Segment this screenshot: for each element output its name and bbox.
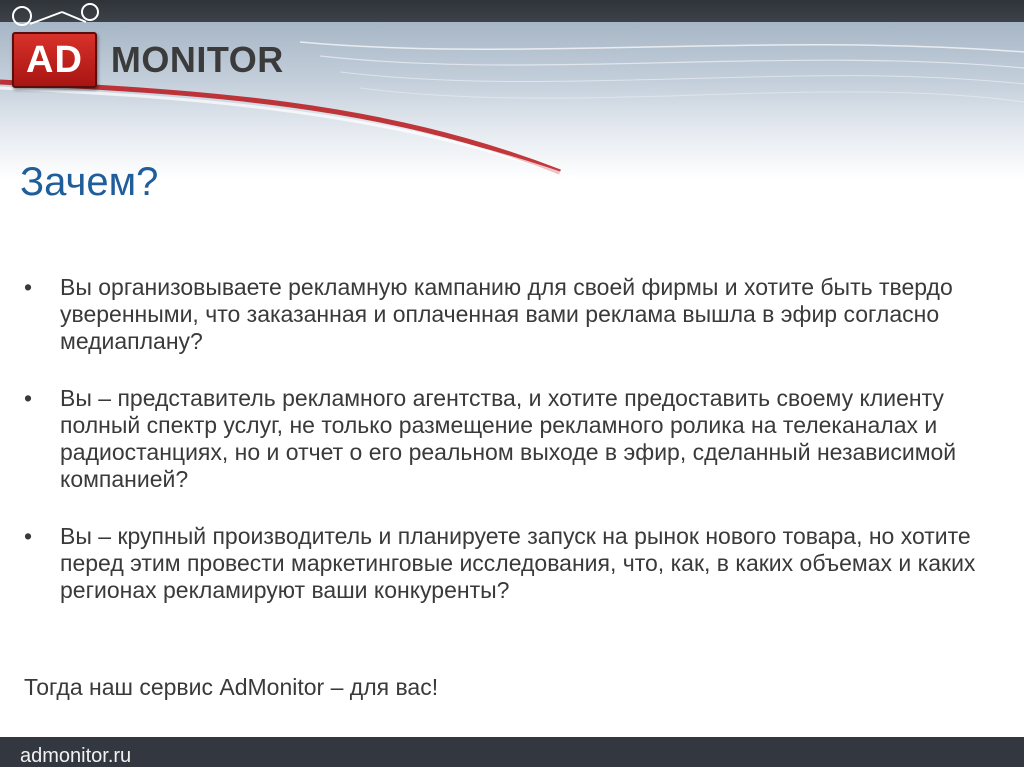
footer-site-link[interactable]: admonitor.ru [20,745,132,767]
bullet-text: Вы организовываете рекламную кампанию для своей фирмы и хотите быть твердо уверенными, что заказанная и оплаченная вами реклама вышла в эфир согласно медиаплану? [60,274,953,354]
closing-statement: Тогда наш сервис AdMonitor – для вас! [24,674,439,700]
bullet-item [24,523,984,604]
logo-monitor-text: MONITOR [110,39,284,80]
bullet-item [24,274,984,355]
bullet-marker: • [24,274,33,300]
bullet-text: Вы – крупный производитель и планируете запуск на рынок нового товара, но хотите перед этим провести маркетинговые исследования, что, как, в каких объемах и каких регионах рекламируют ваши конкуренты? [60,523,976,603]
bullet-marker: • [24,385,33,411]
bullet-list [24,274,984,634]
admonitor-logo[interactable] [12,34,284,86]
bullet-text: Вы – представитель рекламного агентства, и хотите предоставить своему клиенту полный спектр услуг, не только размещение рекламного ролика на телеканалах и радиостанциях, но и отчет о его реальном выходе в эфир, сделанный независимой компанией? [60,385,957,492]
top-bar [0,0,1024,22]
logo-ad-badge: AD [12,32,97,88]
bullet-marker: • [24,523,33,549]
footer-bar [0,737,1024,767]
slide-title: Зачем? [20,160,159,204]
bullet-item [24,385,984,493]
